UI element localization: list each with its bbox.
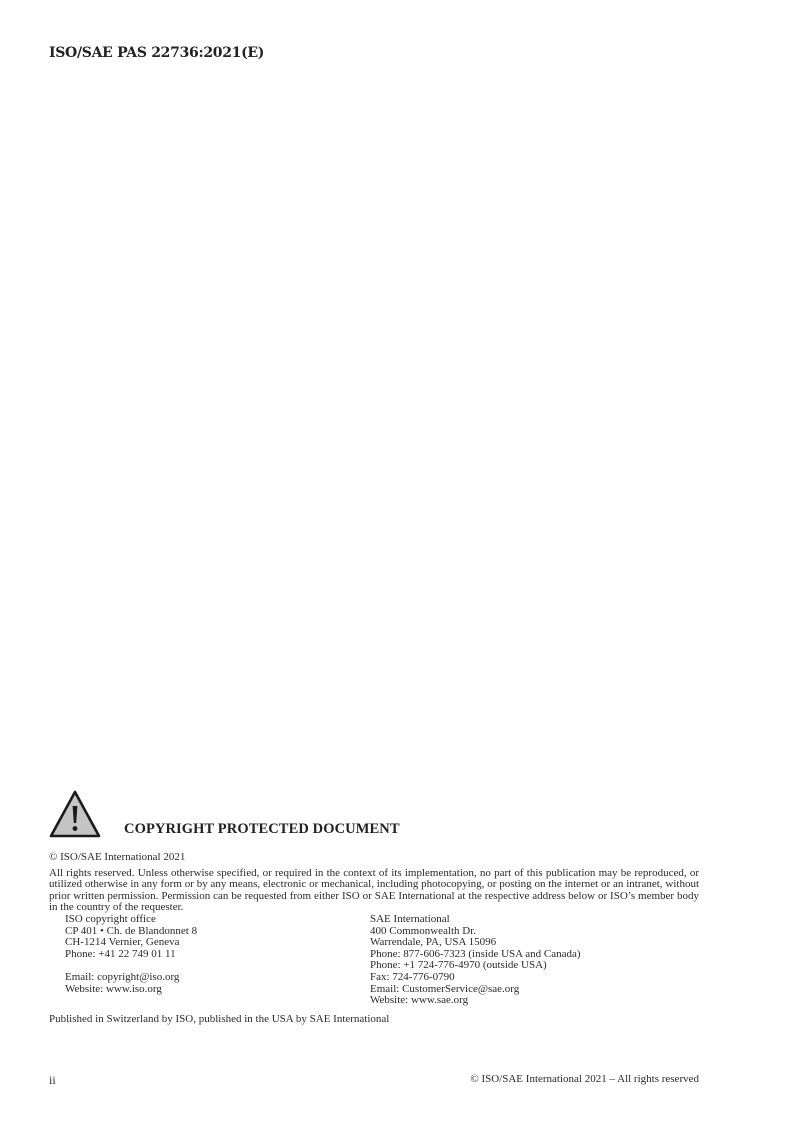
page-number: ii — [49, 1073, 56, 1087]
iso-address-line: ISO copyright office — [65, 912, 156, 925]
copyright-heading-row — [49, 790, 699, 840]
sae-email: Email: CustomerService@sae.org — [370, 982, 520, 995]
sae-phone-domestic: Phone: 877-606-7323 (inside USA and Canada) — [370, 947, 581, 960]
published-line: Published in Switzerland by ISO, published in the USA by SAE International — [49, 1012, 390, 1025]
iso-address — [65, 914, 370, 1007]
iso-email: Email: copyright@iso.org — [65, 970, 180, 983]
warning-triangle-icon — [49, 790, 101, 838]
document-identifier: ISO/SAE PAS 22736:2021(E) — [49, 45, 265, 61]
protected-document-title: COPYRIGHT PROTECTED DOCUMENT — [124, 821, 400, 837]
iso-address-line: CH-1214 Vernier, Geneva — [65, 936, 180, 949]
iso-phone: Phone: +41 22 749 01 11 — [65, 947, 176, 960]
sae-fax: Fax: 724-776-0790 — [370, 970, 455, 983]
page-footer — [49, 1073, 699, 1088]
sae-phone-international: Phone: +1 724-776-4970 (outside USA) — [370, 959, 547, 972]
copyright-line: © ISO/SAE International 2021 — [49, 851, 186, 863]
sae-address-line: 400 Commonwealth Dr. — [370, 924, 477, 937]
sae-address-line: Warrendale, PA, USA 15096 — [370, 936, 497, 949]
addresses — [49, 914, 699, 1007]
iso-website: Website: www.iso.org — [65, 982, 162, 995]
sae-website: Website: www.sae.org — [370, 994, 469, 1007]
sae-address-line: SAE International — [370, 912, 450, 925]
footer-copyright: © ISO/SAE International 2021 – All rights reserved — [470, 1073, 699, 1085]
copyright-notice — [49, 790, 699, 1025]
iso-address-line: CP 401 • Ch. de Blandonnet 8 — [65, 924, 198, 937]
rights-paragraph: All rights reserved. Unless otherwise specified, or required in the context of its implementation, no part of this publication may be reproduced, or utilized otherwise in any form or by any means, electronic or mechanical, including photocopying, or posting on the internet or an intranet, without prior written permission. Permission can be requested from either ISO or SAE International at the respective address below or ISO’s member body in the country of the requester. — [49, 866, 699, 914]
sae-address — [370, 914, 581, 1007]
